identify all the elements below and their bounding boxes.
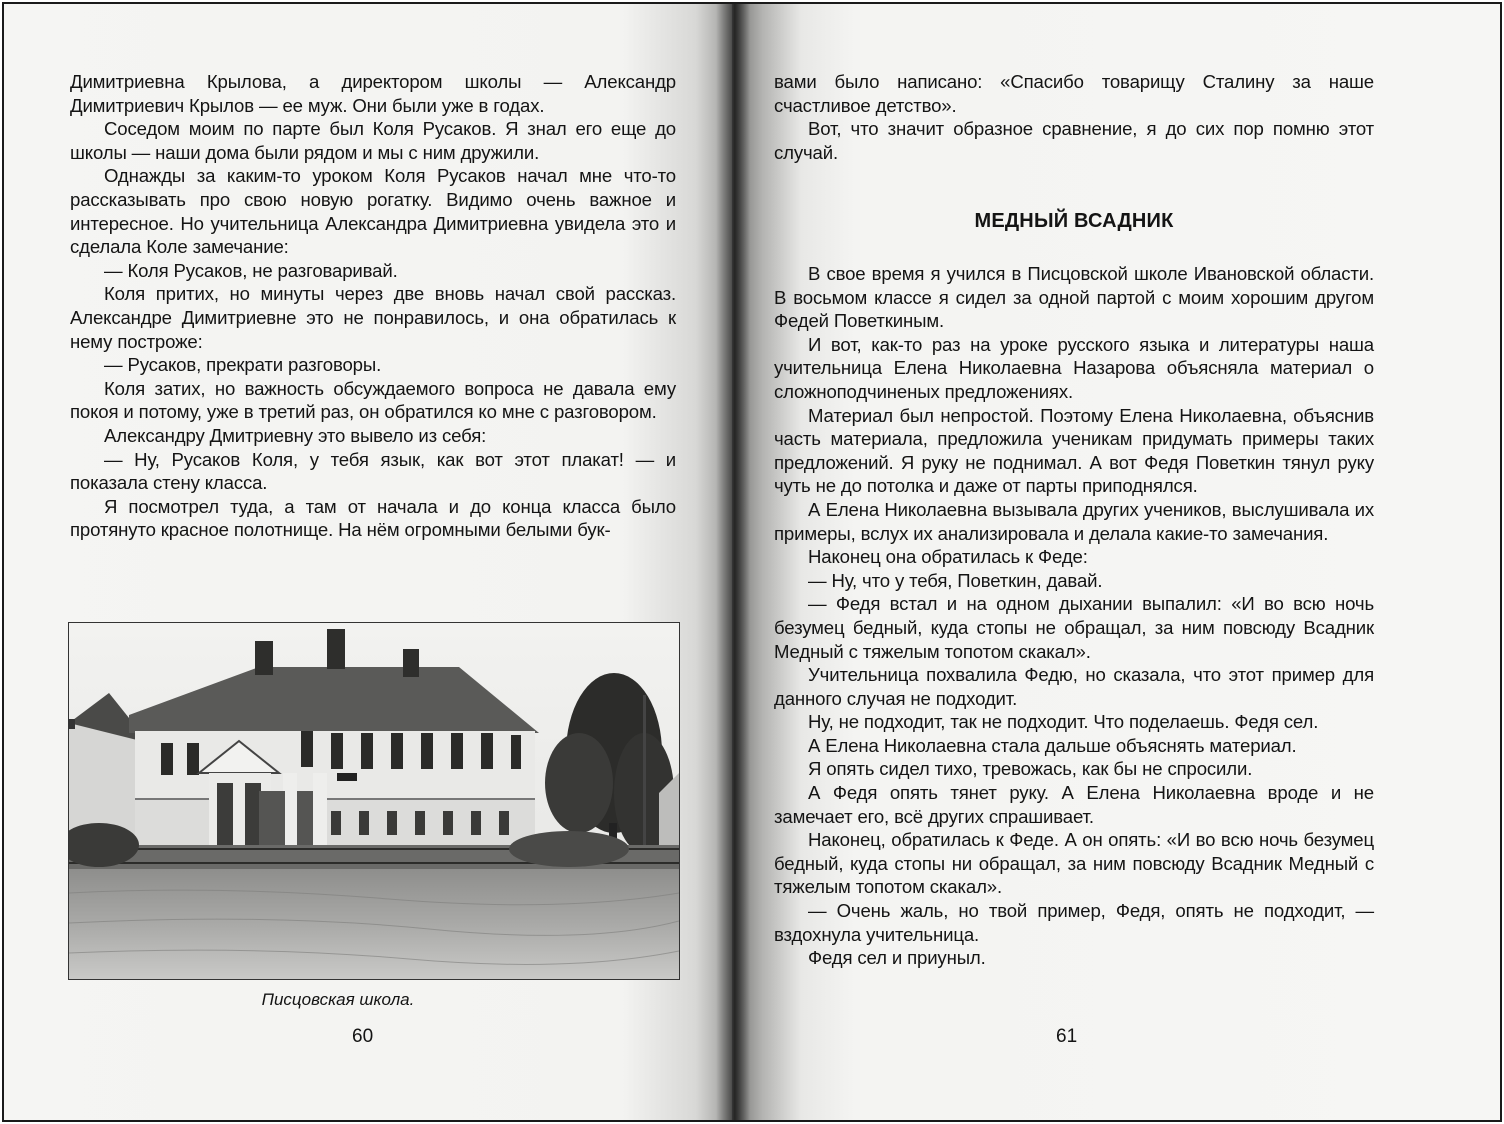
chapter-heading: МЕДНЫЙ ВСАДНИК: [974, 210, 1174, 232]
paragraph: вами было написано: «Спасибо товарищу Сталину за наше счастливое детство».: [774, 71, 1374, 116]
paragraph: Вот, что значит образное сравнение, я до сих пор помню этот случай.: [774, 118, 1374, 163]
paragraph: Я посмотрел туда, а там от начала и до конца класса было протянуто красное полотнище. На нём огромными белыми бук-: [70, 495, 676, 541]
paragraph: Учительница похвалила Федю, но сказала, что этот пример для данного случая не подходит.: [774, 664, 1374, 709]
photo-caption: Писцовская школа.: [261, 990, 415, 1009]
paragraph: Однажды за каким-то уроком Коля Русаков начал мне что-то рассказывать про свою новую рогатку. Видимо очень важное и интересное. Но учительница Александра Димитриевна увидела это и сделала Коле замечание:: [70, 165, 676, 258]
paragraph: В свое время я учился в Писцовской школе Ивановской области. В восьмом классе я сидел за одной партой с моим хорошим другом Федей Поветкиным.: [774, 263, 1374, 332]
paragraph: Ну, не подходит, так не подходит. Что поделаешь. Федя сел.: [808, 711, 1319, 733]
left-page: [4, 4, 732, 1120]
paragraph: Материал был непростой. Поэтому Елена Николаевна, объяснив часть материала, предложила ученикам придумать примеры таких предложений. Я руку не поднимал. А вот Федя Поветкин тянул руку чуть не до потолка и даже от парты приподнялся.: [774, 404, 1374, 497]
paragraph: — Коля Русаков, не разговаривай.: [104, 259, 398, 281]
page-number: 61: [1056, 1026, 1078, 1047]
paragraph: А Елена Николаевна вызывала других учеников, выслушивала их примеры, вслух их анализировала и делала какие-то замечания.: [774, 498, 1374, 544]
paragraph: Федя сел и приуныл.: [808, 947, 986, 969]
paragraph: А Федя опять тянет руку. А Елена Николаевна вроде и не замечает его, всё других спрашивает.: [774, 782, 1374, 827]
page-number: 60: [352, 1026, 374, 1047]
book-spread: [2, 2, 1502, 1122]
paragraph: — Ну, Русаков Коля, у тебя язык, как вот этот плакат! — и показала стену класса.: [70, 448, 676, 494]
paragraph: — Федя встал и на одном дыхании выпалил: «И во всю ночь безумец бедный, куда стопы не обращал, за ним повсюду Всадник Медный с тяжелым топотом скакал».: [774, 593, 1374, 662]
paragraph: Коля затих, но важность обсуждаемого вопроса не давала ему покоя и потому, уже в третий раз, он обратился ко мне с разговором.: [70, 377, 676, 423]
paragraph: — Русаков, прекрати разговоры.: [104, 354, 382, 376]
paragraph: — Очень жаль, но твой пример, Федя, опять не подходит, — вздохнула учительница.: [774, 900, 1374, 945]
paragraph: А Елена Николаевна стала дальше объяснять материал.: [808, 734, 1297, 756]
paragraph: Александру Дмитриевну это вывело из себя:: [104, 424, 487, 446]
book-gutter: [716, 4, 750, 1120]
paragraph: Наконец она обратилась к Феде:: [808, 546, 1088, 568]
school-photo: [68, 622, 680, 980]
paragraph: Соседом моим по парте был Коля Русаков. Я знал его еще до школы — наши дома были рядом и мы с ним дружили.: [70, 118, 676, 163]
paragraph: — Ну, что у тебя, Поветкин, давай.: [808, 569, 1103, 591]
right-page-text: [774, 262, 1374, 970]
paragraph: Димитриевна Крылова, а директором школы — Александр Димитриевич Крылов — ее муж. Они были уже в годах.: [70, 71, 676, 116]
paragraph: Я опять сидел тихо, тревожась, как бы не спросили.: [808, 758, 1253, 780]
paragraph: И вот, как-то раз на уроке русского языка и литературы наша учительница Елена Николаевна Назарова объясняла материал о сложноподчиненых предложениях.: [774, 333, 1374, 402]
paragraph: Наконец, обратилась к Феде. А он опять: «И во всю ночь безумец бедный, куда стопы ни обращал, за ним повсюду Всадник Медный с тяжелым топотом скакал».: [774, 829, 1374, 898]
right-page-top-text: [774, 70, 1374, 164]
paragraph: Коля притих, но минуты через две вновь начал свой рассказ. Александре Димитриевне это не понравилось, и она обратилась к нему построже:: [70, 283, 676, 352]
left-page-text: [70, 70, 676, 542]
